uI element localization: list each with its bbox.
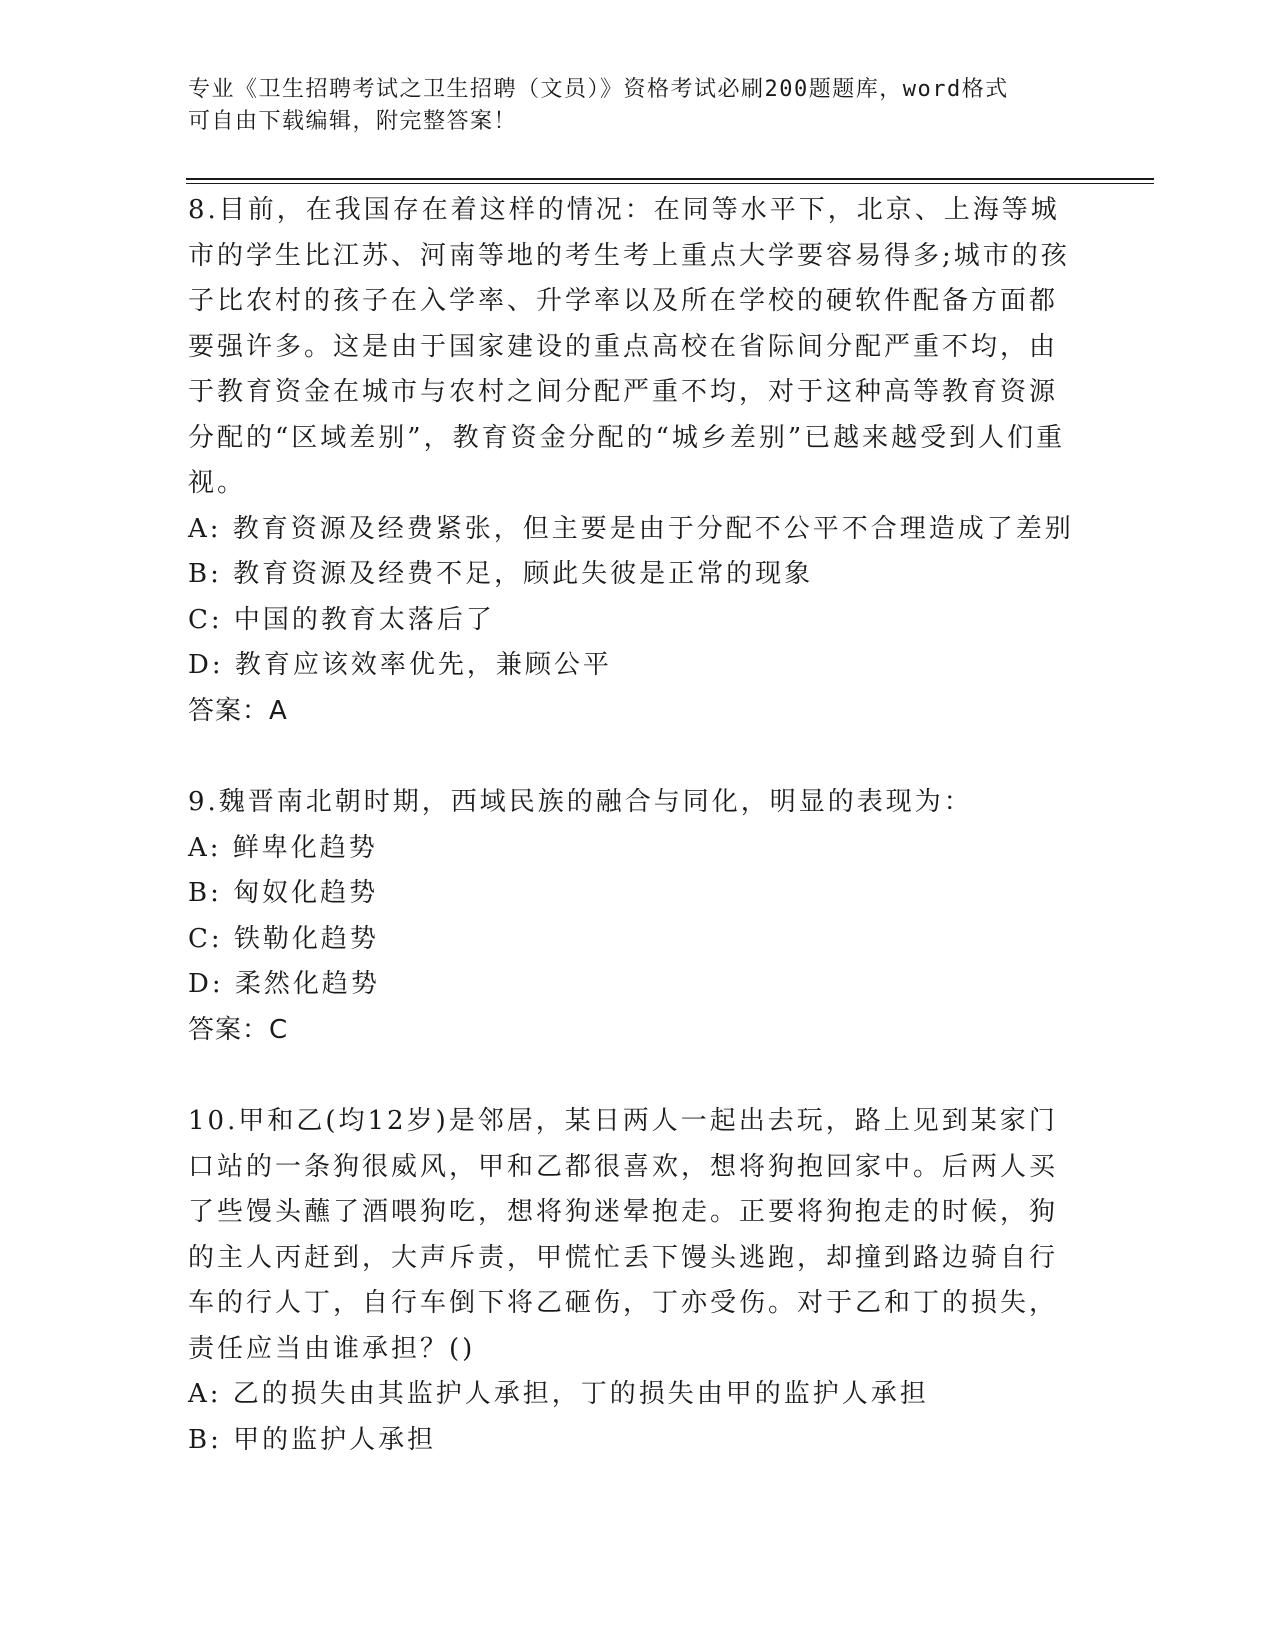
- option-c: C: 中国的教育太落后了: [188, 604, 495, 635]
- option-b: B: 甲的监护人承担: [188, 1424, 437, 1455]
- option-d: D: 教育应该效率优先，兼顾公平: [188, 650, 612, 680]
- document-header: [188, 74, 1068, 138]
- answer-line: 答案：C: [188, 1014, 289, 1045]
- option-a: A: 教育资源及经费紧张，但主要是由于分配不公平不合理造成了差别: [188, 513, 1074, 544]
- question-9: [188, 780, 1078, 1053]
- header-rule-thin: [186, 183, 1154, 184]
- question-10: [188, 1099, 1078, 1463]
- question-stem: 8.目前，在我国存在着这样的情况：在同等水平下，北京、上海等城市的学生比江苏、河南等地的考生考上重点大学要容易得多;城市的孩子比农村的孩子在入学率、升学率以及所在学校的硬软件配备方面都要强许多。这是由于国家建设的重点高校在省际间分配严重不均，由于教育资金在城市与农村之间分配严重不均，对于这种高等教育资源分配的“区域差别”，教育资金分配的“城乡差别”已越来越受到人们重视。: [188, 195, 1070, 498]
- option-d: D: 柔然化趋势: [188, 969, 380, 999]
- question-list: [188, 188, 1078, 1509]
- option-b: B: 匈奴化趋势: [188, 878, 379, 908]
- header-rule-thick: [186, 178, 1154, 180]
- option-a: A: 鲜卑化趋势: [188, 832, 378, 863]
- option-a: A: 乙的损失由其监护人承担，丁的损失由甲的监护人承担: [188, 1379, 929, 1409]
- question-8: [188, 188, 1078, 734]
- question-stem: 9.魏晋南北朝时期，西域民族的融合与同化，明显的表现为：: [188, 787, 973, 817]
- answer-line: 答案：A: [188, 695, 288, 726]
- header-line-2: 可自由下载编辑，附完整答案！: [188, 109, 518, 134]
- question-stem: 10.甲和乙(均12岁)是邻居，某日两人一起出去玩，路上见到某家门口站的一条狗很威风，甲和乙都很喜欢，想将狗抱回家中。后两人买了些馒头蘸了酒喂狗吃，想将狗迷晕抱走。正要将狗抱走的时候，狗的主人丙赶到，大声斥责，甲慌忙丢下馒头逃跑，却撞到路边骑自行车的行人丁，自行车倒下将乙砸伤，丁亦受伤。对于乙和丁的损失，责任应当由谁承担？(): [188, 1106, 1059, 1364]
- option-c: C: 铁勒化趋势: [188, 923, 379, 954]
- header-line-1: 专业《卫生招聘考试之卫生招聘（文员）》资格考试必刷200题题库，word格式: [188, 77, 1009, 102]
- option-b: B: 教育资源及经费不足，顾此失彼是正常的现象: [188, 559, 814, 589]
